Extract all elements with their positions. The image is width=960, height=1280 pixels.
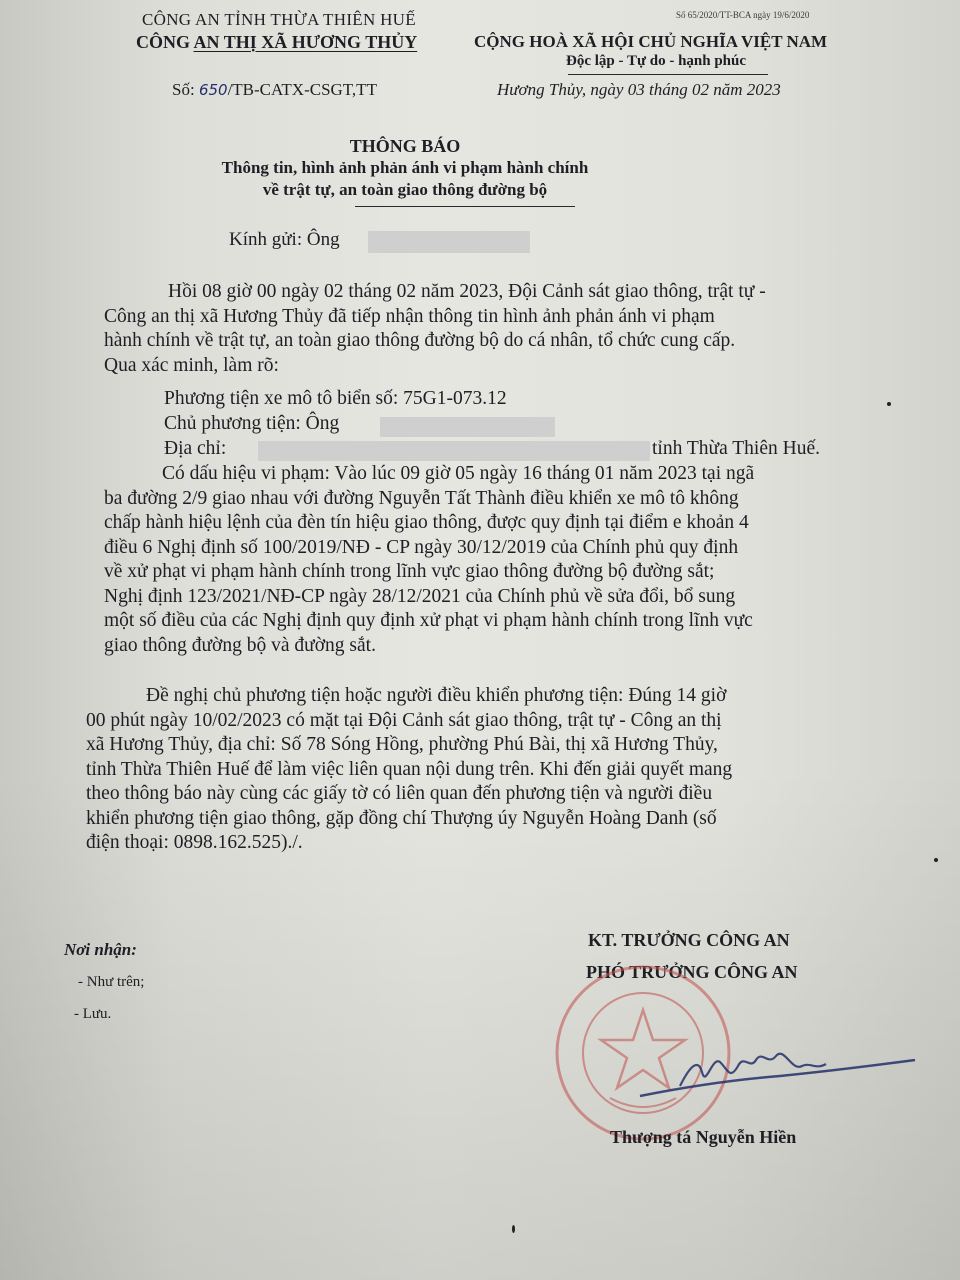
request-line: khiển phương tiện giao thông, gặp đồng chí Thượng úy Nguyễn Hoàng Danh (số [86,807,717,829]
intro-line: Qua xác minh, làm rõ: [104,354,279,376]
issuing-organization [136,32,417,53]
request-line: Đề nghị chủ phương tiện hoặc người điều khiển phương tiện: Đúng 14 giờ [146,685,727,706]
issuing-organization-prefix: CÔNG [136,32,194,52]
doc-number-suffix: /TB-CATX-CSGT,TT [227,80,377,99]
intro-paragraph [104,280,766,378]
violation-line: về xử phạt vi phạm hành chính trong lĩnh vực giao thông đường bộ đường sắt; [104,561,715,582]
nation-name: CỘNG HOÀ XÃ HỘI CHỦ NGHĨA VIỆT NAM [474,32,828,51]
request-line: điện thoại: 0898.162.525)./. [86,832,303,853]
document-title: THÔNG BÁO [349,136,461,156]
recipient-item: - Lưu. [74,1006,112,1022]
intro-line: hành chính về trật tự, an toàn giao thông đường bộ do cá nhân, tổ chức cung cấp. [104,330,736,351]
doc-number-handwritten: 650 [198,81,228,99]
redacted-recipient-name [368,231,530,253]
signature-authority: KT. TRƯỞNG CÔNG AN [588,930,790,950]
motto-underline [568,74,768,75]
violation-line: ba đường 2/9 giao nhau với đường Nguyễn Tất Thành điều khiển xe mô tô không [104,487,739,509]
violation-line: một số điều của các Nghị định quy định xử phạt vi phạm hành chính trong lĩnh vực [104,610,753,631]
doc-number-label: Số: [172,80,199,99]
request-line: theo thông báo này cùng các giấy tờ có liên quan đến phương tiện và người điều [86,783,713,804]
violation-line: chấp hành hiệu lệnh của đèn tín hiệu giao thông, được quy định tại điểm e khoản 4 [104,512,749,533]
recipients-heading: Nơi nhận: [64,940,137,959]
request-line: 00 phút ngày 10/02/2023 có mặt tại Đội Cảnh sát giao thông, trật tự - Công an thị [86,709,722,731]
issuing-organization-underlined: AN THỊ XÃ HƯƠNG THỦY [193,32,418,52]
national-motto: Độc lập - Tự do - hạnh phúc [566,53,747,69]
subtitle-underline [355,206,575,207]
violation-line: Nghị định 123/2021/NĐ-CP ngày 28/12/2021 của Chính phủ về sửa đổi, bổ sung [104,585,736,607]
signature-stroke [680,1054,826,1086]
salutation: Kính gửi: Ông [229,229,340,250]
vehicle-plate: Phương tiện xe mô tô biển số: 75G1-073.12 [164,388,507,409]
paper-speck [934,858,938,862]
address-label: Địa chỉ: [164,438,227,459]
form-reference-text: Số 65/2020/TT-BCA ngày 19/6/2020 [676,10,810,20]
parent-organization: CÔNG AN TỈNH THỪA THIÊN HUẾ [142,10,416,29]
document-number [172,80,377,100]
signature-position: PHÓ TRƯỞNG CÔNG AN [586,962,798,982]
handwritten-signature [620,1036,920,1116]
signer-name: Thượng tá Nguyễn Hiền [610,1127,797,1147]
violation-line: Có dấu hiệu vi phạm: Vào lúc 09 giờ 05 ngày 16 tháng 01 năm 2023 tại ngã [162,463,755,484]
violation-paragraph [104,462,754,658]
redacted-owner-name [380,417,555,437]
recipient-item: - Như trên; [78,974,145,990]
vehicle-owner: Chủ phương tiện: Ông [164,413,340,434]
paper-speck [887,402,891,406]
redacted-address [258,441,650,461]
signature-stroke [640,1060,915,1096]
place-and-date: Hương Thủy, ngày 03 tháng 02 năm 2023 [497,80,781,99]
request-paragraph [86,684,732,856]
violation-line: giao thông đường bộ và đường sắt. [104,634,376,656]
request-line: xã Hương Thủy, địa chỉ: Số 78 Sóng Hồng, phường Phú Bài, thị xã Hương Thủy, [86,734,718,755]
violation-line: điều 6 Nghị định số 100/2019/NĐ - CP ngày 30/12/2019 của Chính phủ quy định [104,536,739,558]
address-province: tỉnh Thừa Thiên Huế. [652,438,820,459]
document-subtitle-line-2: về trật tự, an toàn giao thông đường bộ [262,180,548,199]
intro-line: Hồi 08 giờ 00 ngày 02 tháng 02 năm 2023, Đội Cảnh sát giao thông, trật tự - [168,281,766,302]
paper-speck [512,1225,515,1233]
form-reference [676,10,809,21]
request-line: tỉnh Thừa Thiên Huế để làm việc liên quan nội dung trên. Khi đến giải quyết mang [86,758,733,780]
intro-line: Công an thị xã Hương Thủy đã tiếp nhận thông tin hình ảnh phản ánh vi phạm [104,305,715,327]
document-subtitle-line-1: Thông tin, hình ảnh phản ánh vi phạm hành chính [221,158,589,177]
